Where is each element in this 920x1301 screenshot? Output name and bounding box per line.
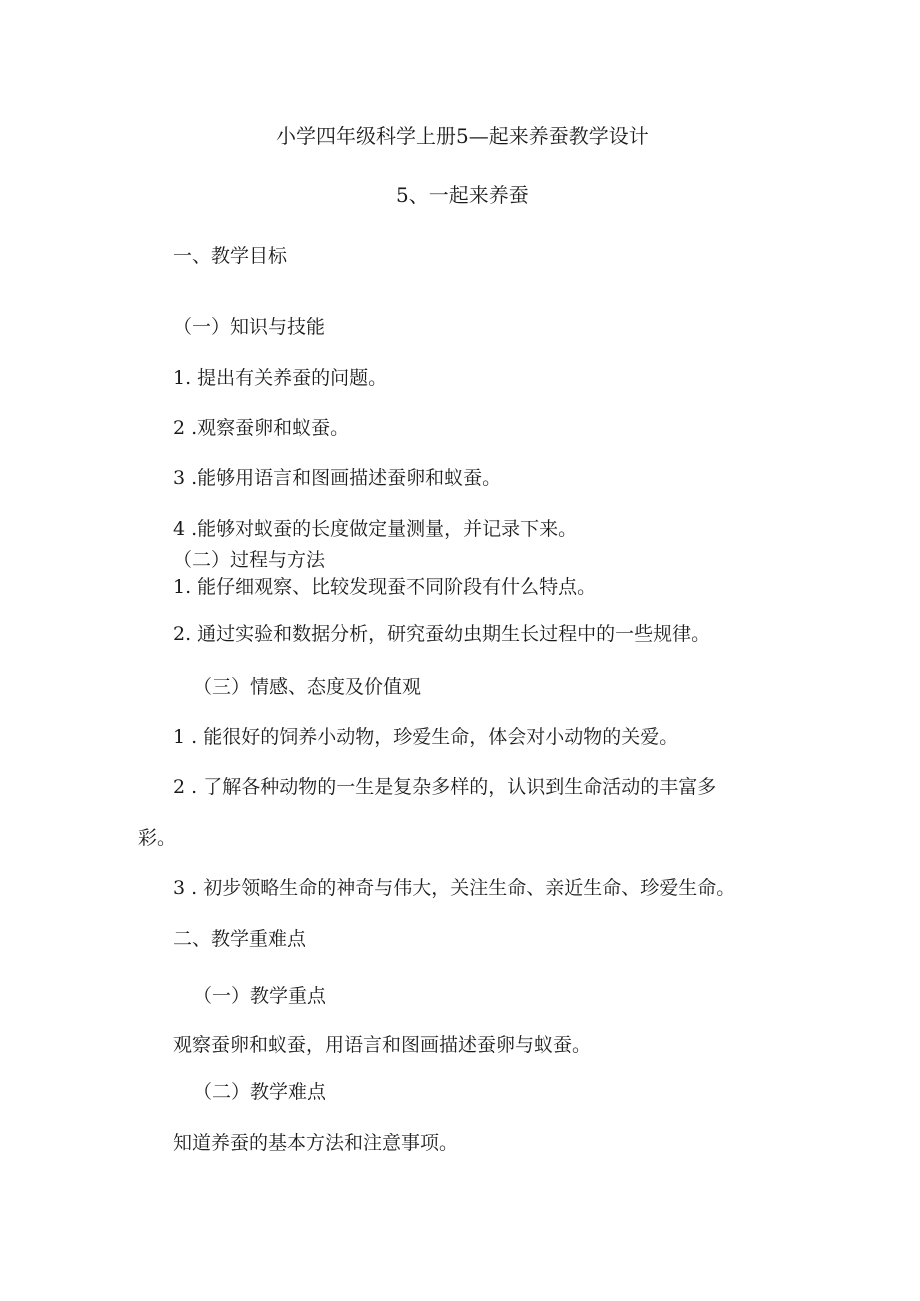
paragraph: 知道养蚕的基本方法和注意事项。 [173,1132,459,1154]
subsection-heading-process: （二）过程与方法 [173,549,326,571]
paragraph: 观察蚕卵和蚁蚕，用语言和图画描述蚕卵与蚁蚕。 [173,1034,592,1056]
document-title: 小学四年级科学上册5—起来养蚕教学设计 [276,124,649,148]
subsection-heading-difficulty: （二）教学难点 [193,1081,327,1103]
list-item: 2 .观察蚕卵和蚁蚕。 [173,417,350,439]
subsection-heading-focus: （一）教学重点 [193,985,327,1007]
list-item: 2 . 了解各种动物的一生是复杂多样的，认识到生命活动的丰富多 [173,776,717,798]
list-item: 1 . 能很好的饲养小动物，珍爱生命，体会对小动物的关爱。 [173,726,679,748]
section-heading-objectives: 一、教学目标 [173,245,288,267]
list-item: 2. 通过实验和数据分析，研究蚕幼虫期生长过程中的一些规律。 [173,623,711,645]
list-item: 3 . 初步领略生命的神奇与伟大，关注生命、亲近生命、珍爱生命。 [173,877,736,899]
list-item: 1. 能仔细观察、比较发现蚕不同阶段有什么特点。 [173,576,597,598]
lesson-subtitle: 5、一起来养蚕 [396,183,529,207]
section-heading-key-points: 二、教学重难点 [173,928,307,950]
list-item-continuation: 彩。 [138,827,177,849]
list-item: 1. 提出有关养蚕的问题。 [173,367,388,389]
list-item: 4 .能够对蚁蚕的长度做定量测量，并记录下来。 [173,518,578,540]
subsection-heading-knowledge: （一）知识与技能 [173,316,326,338]
list-item: 3 .能够用语言和图画描述蚕卵和蚁蚕。 [173,467,502,489]
subsection-heading-values: （三）情感、态度及价值观 [193,676,422,698]
